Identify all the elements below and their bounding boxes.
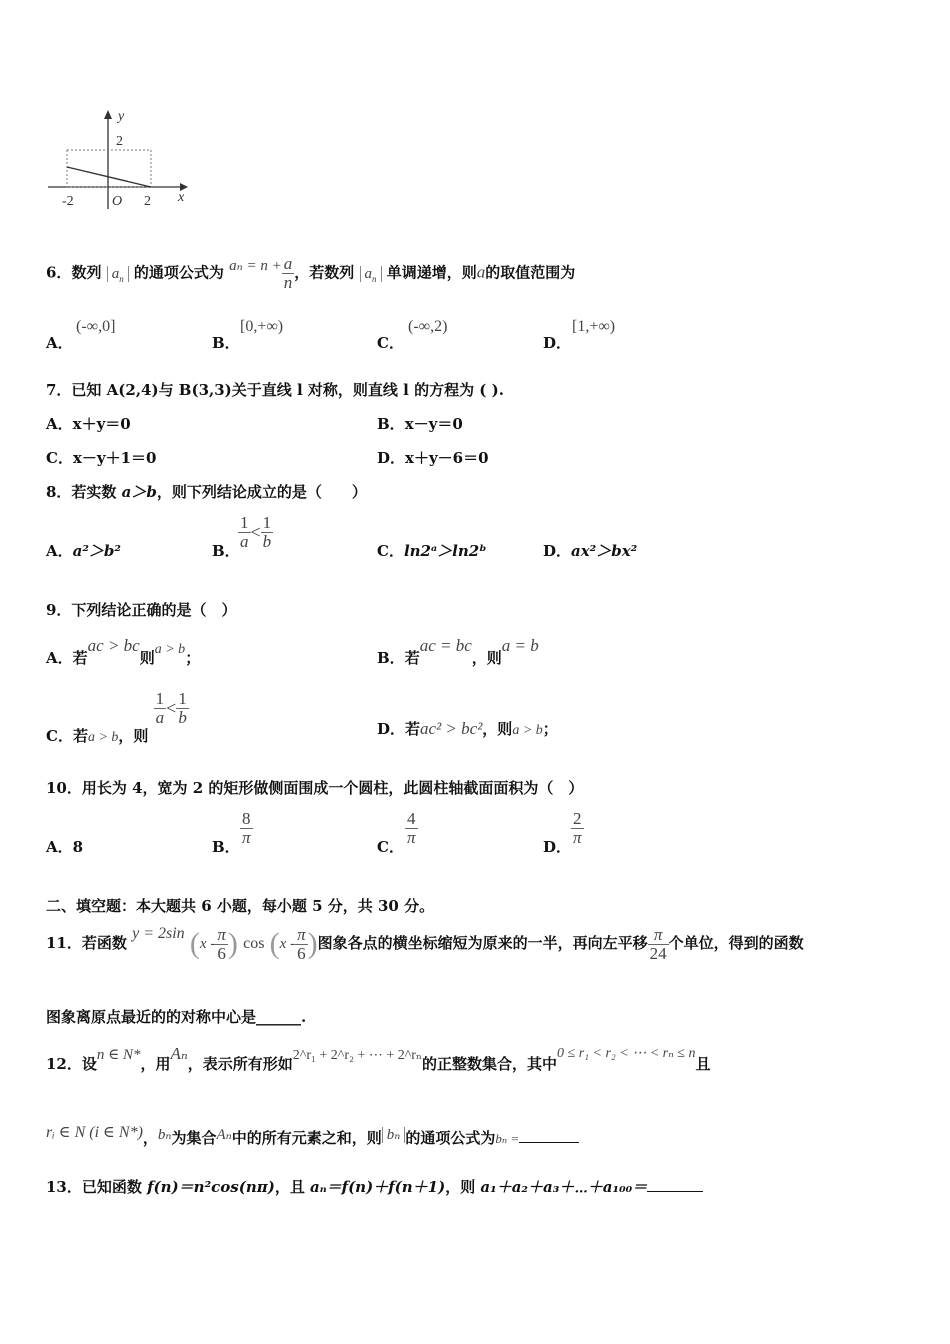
q13-answer-blank[interactable] bbox=[647, 1177, 703, 1192]
q10-option-d-value: $\frac{2}{\pi}$ bbox=[573, 809, 582, 847]
function-graph bbox=[40, 105, 190, 215]
q7-option-d[interactable]: D．x＋y－6＝0 bbox=[377, 449, 489, 467]
q6-stem bbox=[46, 255, 575, 295]
q11-stem: 11．若函数 y = 2sin (x - $\frac{\pi}{6}$ ) cos (x - $\frac{\pi}{6}$ )图象各点的横坐标缩短为原来的一半，再向左平移 $\frac{\pi}{24}$ 个单位，得到的函数 bbox=[46, 924, 804, 963]
q9-option-a[interactable]: A．若ac > bc则a > b； bbox=[46, 636, 201, 667]
q10-option-b-label[interactable]: B． bbox=[212, 838, 240, 856]
q8-option-d[interactable]: D．ax²＞bx² bbox=[543, 542, 638, 560]
q10-option-c-value: $\frac{4}{\pi}$ bbox=[407, 809, 416, 847]
q6-option-c-label[interactable]: C． bbox=[377, 334, 404, 352]
q6-text-4: 单调递增，则 bbox=[386, 263, 477, 282]
q12-stem-line-2: rᵢ ∈ N (i ∈ N*)，bₙ为集合Aₙ中的所有元素之和，则 bₙ 的通项公式为bₙ = bbox=[46, 1127, 579, 1148]
graph-line bbox=[67, 167, 151, 187]
q8-option-c[interactable]: C．ln2ᵃ＞ln2ᵇ bbox=[377, 542, 487, 560]
q8-option-b-label[interactable]: B． bbox=[212, 542, 240, 560]
y-axis-arrow bbox=[104, 110, 112, 119]
q10-option-d-label[interactable]: D． bbox=[543, 838, 572, 856]
q6-option-b-label[interactable]: B． bbox=[212, 334, 240, 352]
q7-option-a[interactable]: A．x＋y＝0 bbox=[46, 415, 131, 433]
q7-option-c[interactable]: C．x－y＋1＝0 bbox=[46, 449, 157, 467]
q9-option-c[interactable]: C．若a > b，则 $\frac{1}{a}$ < $\frac{1}{b}$ bbox=[46, 689, 187, 745]
q6-formula: aₙ = n + bbox=[229, 257, 282, 274]
q6-option-a-value: (-∞,0] bbox=[76, 318, 116, 335]
q6-option-d-label[interactable]: D． bbox=[543, 334, 572, 352]
q6-seq-an: $a_n$ bbox=[107, 266, 129, 282]
q9-stem: 9．下列结论正确的是（ ） bbox=[46, 601, 237, 619]
q11-line-2: 图象离原点最近的的对称中心是______. bbox=[46, 1008, 307, 1026]
q7-stem: 7．已知 A(2,4)与 B(3,3)关于直线 l 对称，则直线 l 的方程为 ( ). bbox=[46, 381, 504, 399]
q7-option-b[interactable]: B．x－y＝0 bbox=[377, 415, 463, 433]
q12-stem-line-1: 12．设n ∈ N*，用Aₙ，表示所有形如2^r₁ + 2^r₂ + ⋯ + 2^rₙ的正整数集合，其中0 ≤ r₁ < r₂ < ⋯ < rₙ ≤ n且 bbox=[46, 1044, 711, 1073]
q6-text-1: 数列 bbox=[71, 263, 102, 282]
q6-option-a-label[interactable]: A． bbox=[46, 334, 73, 352]
tick-x-2: 2 bbox=[144, 194, 151, 209]
q13-stem: 13．已知函数 f(n)＝n²cos(nπ)，且 aₙ＝f(n)＋f(n＋1)，则 a₁＋a₂＋a₃＋⋯＋a₁₀₀＝ bbox=[46, 1176, 703, 1197]
q6-option-d-value: [1,+∞) bbox=[572, 318, 616, 335]
q10-stem: 10．用长为 4，宽为 2 的矩形做侧面围成一个圆柱，此圆柱轴截面面积为（ ） bbox=[46, 779, 584, 797]
q6-formula-frac: $\frac{a}{n}$ bbox=[283, 254, 293, 292]
q10-option-c-label[interactable]: C． bbox=[377, 838, 404, 856]
q6-text-2: 的通项公式为 bbox=[133, 263, 224, 282]
q6-var-a: a bbox=[476, 262, 486, 282]
tick-y-2: 2 bbox=[116, 134, 123, 149]
q6-seq-an-2: $a_n$ bbox=[360, 266, 382, 282]
q10-option-b-value: $\frac{8}{\pi}$ bbox=[242, 809, 251, 847]
q6-option-b-value: [0,+∞) bbox=[240, 318, 284, 335]
q12-answer-blank[interactable] bbox=[519, 1128, 579, 1143]
y-label: y bbox=[118, 109, 125, 124]
q8-option-b-value: $\frac{1}{a}$ < $\frac{1}{b}$ bbox=[240, 513, 272, 551]
q8-stem: 8．若实数 a＞b，则下列结论成立的是（ ） bbox=[46, 483, 367, 501]
q8-option-a[interactable]: A．a²＞b² bbox=[46, 542, 121, 560]
q10-option-a[interactable]: A．8 bbox=[46, 838, 84, 856]
q6-text-3: ，若数列 bbox=[294, 263, 355, 282]
x-label: x bbox=[178, 190, 185, 205]
q6-option-c-value: (-∞,2) bbox=[408, 318, 448, 335]
section-2-title: 二、填空题：本大题共 6 小题，每小题 5 分，共 30 分。 bbox=[46, 897, 435, 915]
q9-option-d[interactable]: D．若ac² > bc²，则a > b； bbox=[377, 719, 558, 738]
q9-option-b[interactable]: B．若ac = bc，则a = b bbox=[377, 636, 539, 667]
origin-label: O bbox=[112, 194, 123, 209]
q6-text-5: 的取值范围为 bbox=[485, 263, 576, 282]
q6-num: 6． bbox=[46, 263, 72, 282]
tick-x-neg2: -2 bbox=[62, 194, 74, 209]
dashed-box bbox=[67, 150, 151, 187]
